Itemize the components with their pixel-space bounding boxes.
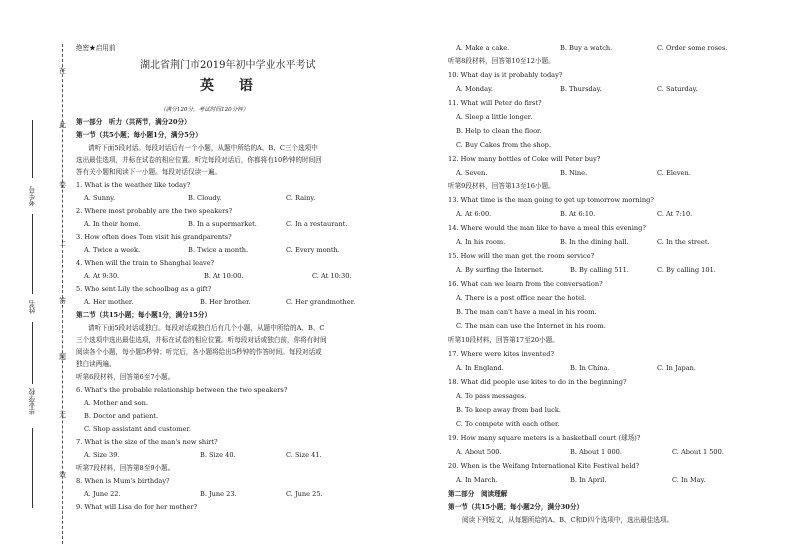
binding-char: 在	[59, 67, 66, 75]
field-line	[32, 428, 33, 508]
subject-title: 英 语	[200, 78, 263, 94]
question-6: 6. What's the probable relationship between the two speakers?	[76, 386, 288, 394]
option[interactable]: C. In Japan.	[657, 364, 697, 372]
option[interactable]: B. Her brother.	[200, 298, 251, 306]
option[interactable]: A. There is a post office near the hotel.	[456, 294, 587, 302]
option[interactable]: C. About 1 500.	[672, 448, 724, 456]
option[interactable]: B. At 10:00.	[204, 272, 244, 280]
material-note: 听第9段材料，回答第13至16小题。	[448, 182, 555, 190]
question-16: 16. What can we learn from the conversation?	[448, 280, 603, 288]
binding-char: 无	[59, 411, 66, 419]
option[interactable]: C. To compete with each other.	[456, 420, 560, 428]
option[interactable]: A. Her mother.	[84, 298, 134, 306]
option[interactable]: A. At 9:30.	[84, 272, 120, 280]
option[interactable]: A. About 500.	[456, 448, 502, 456]
option[interactable]: B. At 6:10.	[560, 210, 596, 218]
binding-char: 卷	[59, 181, 66, 189]
material-note: 听第6段材料，回答第6至7小题。	[76, 373, 175, 381]
option[interactable]: C. Size 41.	[286, 451, 322, 459]
question-20: 20. When is the Weifang International Kite Festival held?	[448, 462, 640, 470]
option[interactable]: C. Saturday.	[657, 85, 698, 93]
option[interactable]: B. June 23.	[200, 490, 237, 498]
option[interactable]: A. At 6:00.	[456, 210, 492, 218]
option[interactable]: A. June 22.	[84, 490, 121, 498]
time-note: （满分120分，考试时间120分钟）	[160, 107, 249, 113]
option[interactable]: A. Sleep a little longer.	[456, 113, 533, 121]
option[interactable]: C. The man can use the Internet in his room.	[456, 322, 606, 330]
option[interactable]: B. Help to clean the floor.	[456, 127, 542, 135]
binding-char: 题	[59, 353, 66, 361]
option[interactable]: A. Monday.	[456, 85, 494, 93]
instruction-line: 答有关小题和阅读下一小题。每段对话仅读一遍。	[76, 168, 222, 176]
question-12: 12. How many bottles of Coke will Peter buy?	[448, 155, 601, 163]
question-2: 2. Where most probably are the two speakers?	[76, 207, 233, 215]
option[interactable]: B. Twice a month.	[188, 246, 249, 254]
option[interactable]: B. In the dining hall.	[560, 238, 629, 246]
instruction-line: 选出最佳选项，并标在试卷的相应位置。听完每段对话后，你都将有10秒钟的时间回	[76, 156, 322, 164]
field-label-name: 姓名	[29, 300, 37, 314]
option[interactable]: C. Order some roses.	[657, 44, 728, 52]
option[interactable]: C. In May.	[672, 476, 706, 484]
option[interactable]: A. In his room.	[456, 238, 506, 246]
option[interactable]: B. The man can't have a meal in his room.	[456, 308, 597, 316]
option[interactable]: A. Seven.	[456, 169, 488, 177]
question-19: 19. How many square meters is a basketball court (球场)?	[448, 434, 641, 442]
option[interactable]: C. Every month.	[286, 246, 340, 254]
exam-title: 湖北省荆门市2019年初中学业水平考试	[140, 60, 316, 71]
instruction-line: 独白读两遍。	[76, 360, 116, 368]
option[interactable]: C. Rainy.	[286, 194, 316, 202]
question-3: 3. How often does Tom visit his grandparents?	[76, 233, 232, 241]
binding-char: 效	[59, 471, 66, 479]
option[interactable]: A. Make a cake.	[456, 44, 510, 52]
binding-char: 上	[59, 239, 66, 247]
binding-char: 答	[59, 297, 66, 305]
option[interactable]: C. Her grandmother.	[286, 298, 356, 306]
material-note: 听第8段材料，回答第10至12小题。	[448, 57, 555, 65]
question-8: 8. When is Mum's birthday?	[76, 477, 170, 485]
option[interactable]: B. To keep away from bad luck.	[456, 406, 561, 414]
section2-heading: 第二节（共15小题；每小题1分，满分15分）	[76, 311, 212, 319]
question-13: 13. What time is the man going to get up tomorrow morning?	[448, 196, 654, 204]
option[interactable]: B. By calling 511.	[570, 266, 629, 274]
part2-heading: 第二部分 阅读理解	[448, 490, 508, 498]
field-line	[32, 120, 33, 178]
question-15: 15. How will the man get the room service?	[448, 252, 595, 260]
option[interactable]: B. Nine.	[560, 169, 588, 177]
question-14: 14. Where would the man like to have a meal this evening?	[448, 224, 646, 232]
question-10: 10. What day is it probably today?	[448, 71, 563, 79]
option[interactable]: A. Mother and son.	[84, 399, 148, 407]
field-line	[32, 214, 33, 294]
option[interactable]: C. June 25.	[286, 490, 323, 498]
option[interactable]: A. In England.	[456, 364, 504, 372]
field-line	[32, 322, 33, 384]
part2-section1-heading: 第一节（共15小题；每小题2分，满分30分）	[448, 503, 584, 511]
option[interactable]: A. By surfing the Internet.	[456, 266, 544, 274]
option[interactable]: B. Size 40.	[200, 451, 236, 459]
option[interactable]: B. Buy a watch.	[560, 44, 613, 52]
question-18: 18. What did people use kites to do in the beginning?	[448, 378, 627, 386]
field-label-student-id: 考生号	[29, 186, 37, 206]
option[interactable]: C. In the street.	[657, 238, 710, 246]
option[interactable]: B. About 1 000.	[570, 448, 622, 456]
material-note: 听第7段材料，回答第8至9小题。	[76, 464, 175, 472]
option[interactable]: B. Thursday.	[560, 85, 602, 93]
secret-mark: 绝密★启用前	[76, 44, 116, 52]
option[interactable]: B. In China.	[570, 364, 610, 372]
option[interactable]: B. Doctor and patient.	[84, 412, 159, 420]
option[interactable]: A. Twice a week.	[84, 246, 141, 254]
question-9: 9. What will Lisa do for her mother?	[76, 503, 198, 511]
option[interactable]: C. Eleven.	[657, 169, 691, 177]
question-4: 4. When will the train to Shanghai leave?	[76, 259, 215, 267]
option[interactable]: A. In their home.	[84, 220, 141, 228]
question-7: 7. What is the size of the man's new shirt?	[76, 438, 218, 446]
option[interactable]: C. Buy Cakes from the shop.	[456, 141, 551, 149]
option[interactable]: B. In April.	[570, 476, 607, 484]
option[interactable]: B. Cloudy.	[188, 194, 222, 202]
instruction-line: 请听下面5段对话。每段对话后有一个小题，从题中所给的A、B、C三个选项中	[88, 144, 318, 152]
question-11: 11. What will Peter do first?	[448, 99, 542, 107]
instruction-line: 三个选项中选出最佳选项，并标在试卷的相应位置。听每段对话或独白前，你将有时间	[76, 336, 327, 344]
option[interactable]: C. At 7:10.	[657, 210, 693, 218]
binding-dashed-line	[62, 44, 63, 544]
option[interactable]: A. Size 39.	[84, 451, 120, 459]
instruction-line: 请听下面5段对话或独白。每段对话或独白后有几个小题，从题中所给的A、B、C	[88, 324, 325, 332]
question-5: 5. Who sent Lily the schoolbag as a gift?	[76, 285, 212, 293]
question-1: 1. What is the weather like today?	[76, 181, 191, 189]
material-note: 听第10段材料，回答第17至20小题。	[448, 336, 559, 344]
option[interactable]: A. Sunny.	[84, 194, 116, 202]
option[interactable]: C. At 10:30.	[312, 272, 352, 280]
option[interactable]: B. In a supermarket.	[188, 220, 257, 228]
question-17: 17. Where were kites invented?	[448, 350, 555, 358]
option[interactable]: C. By calling 101.	[657, 266, 716, 274]
instruction-line: 阅读各个小题，每小题5秒钟；听完后，各小题将给出5秒钟的作答时间。每段对话或	[76, 348, 322, 356]
option[interactable]: A. To pass messages.	[456, 392, 527, 400]
part2-instruction: 阅读下列短文，从每题所给的A、B、C和D四个选项中，选出最佳选项。	[462, 516, 674, 524]
part1-heading: 第一部分 听力（共两节，满分20分）	[76, 118, 191, 126]
field-label-school: 毕业学校	[29, 388, 37, 415]
option[interactable]: C. Shop assistant and customer.	[84, 425, 191, 433]
binding-char: 此	[59, 121, 66, 129]
option[interactable]: A. In March.	[456, 476, 498, 484]
option[interactable]: C. In a restaurant.	[286, 220, 348, 228]
section1-heading: 第一节（共5小题；每小题1分，满分5分）	[76, 131, 202, 139]
